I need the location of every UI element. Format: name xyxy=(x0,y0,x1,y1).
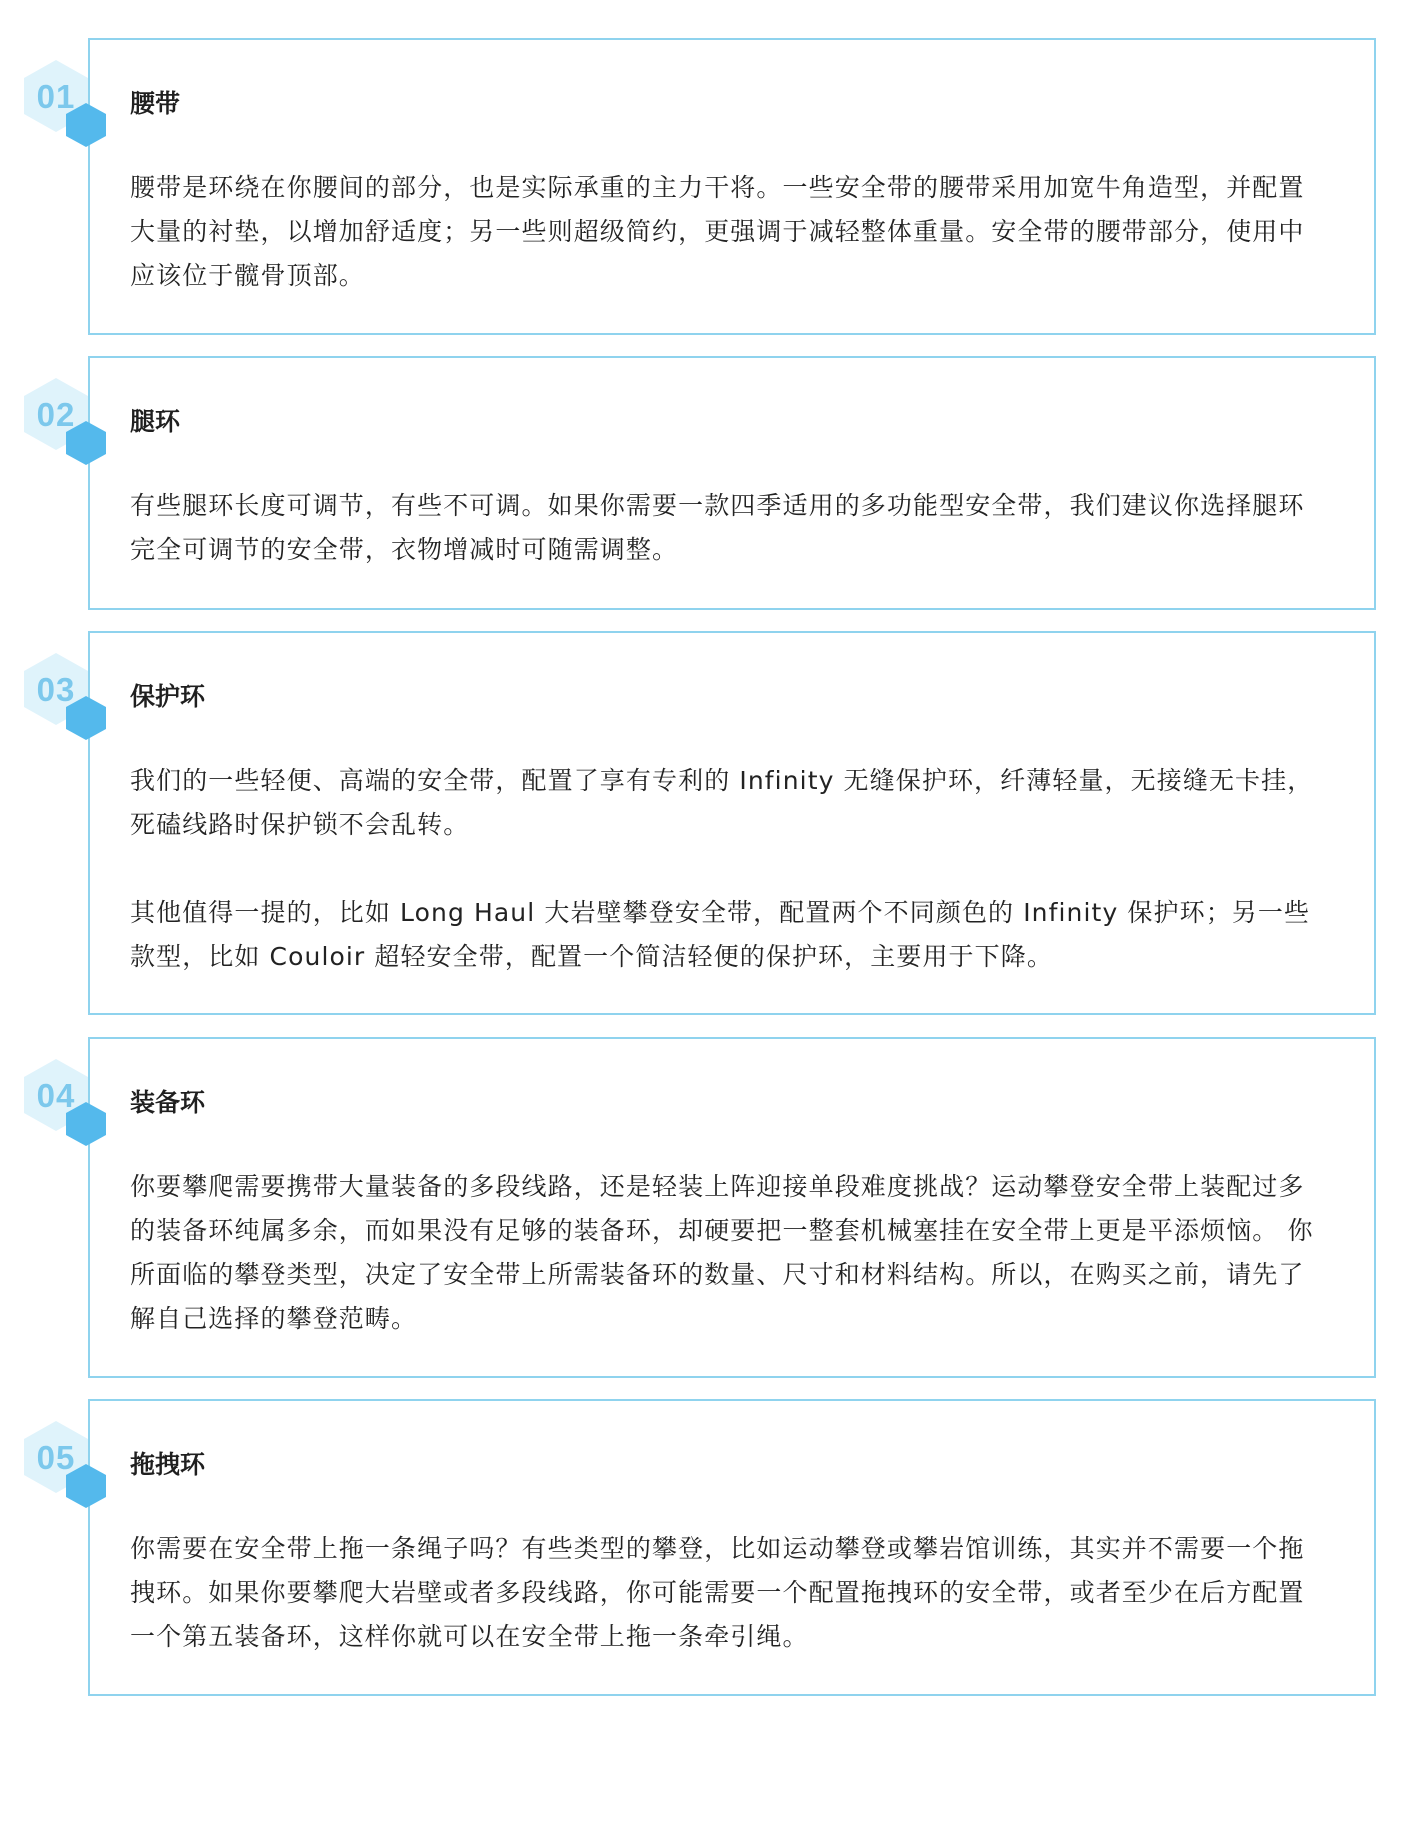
hexagon-number-badge xyxy=(20,1055,112,1147)
section-title: 装备环 xyxy=(130,1088,206,1117)
section-title: 腿环 xyxy=(130,407,181,436)
section-card-03 xyxy=(88,631,1376,1015)
section-paragraph: 其他值得一提的，比如 Long Haul 大岩壁攀登安全带，配置两个不同颜色的 Infinity 保护环；另一些款型，比如 Couloir 超轻安全带，配置一个简洁轻便的保护环，主要用于下降。 xyxy=(130,898,1311,971)
hexagon-number-badge xyxy=(20,649,112,741)
section-title: 拖拽环 xyxy=(130,1450,206,1479)
section-paragraph: 你要攀爬需要携带大量装备的多段线路，还是轻装上阵迎接单段难度挑战？运动攀登安全带上装配过多的装备环纯属多余，而如果没有足够的装备环，却硬要把一整套机械塞挂在安全带上更是平添烦恼。 你所面临的攀登类型，决定了安全带上所需装备环的数量、尺寸和材料结构。所以，在购买之前，请先了解自己选择的攀登范畴。 xyxy=(130,1172,1314,1333)
hexagon-number-badge xyxy=(20,374,112,466)
section-number: 01 xyxy=(36,78,76,115)
hexagon-number-badge xyxy=(20,56,112,148)
section-paragraph: 你需要在安全带上拖一条绳子吗？有些类型的攀登，比如运动攀登或攀岩馆训练，其实并不需要一个拖拽环。如果你要攀爬大岩壁或者多段线路，你可能需要一个配置拖拽环的安全带，或者至少在后方配置一个第五装备环，这样你就可以在安全带上拖一条牵引绳。 xyxy=(130,1534,1305,1651)
section-number: 03 xyxy=(36,671,76,708)
section-paragraph: 我们的一些轻便、高端的安全带，配置了享有专利的 Infinity 无缝保护环，纤薄轻量，无接缝无卡挂，死磕线路时保护锁不会乱转。 xyxy=(130,766,1314,839)
section-title: 腰带 xyxy=(130,89,181,118)
section-paragraph: 有些腿环长度可调节，有些不可调。如果你需要一款四季适用的多功能型安全带，我们建议你选择腿环完全可调节的安全带，衣物增减时可随需调整。 xyxy=(130,491,1305,564)
section-number: 04 xyxy=(36,1077,76,1114)
section-number: 05 xyxy=(36,1439,76,1476)
section-number: 02 xyxy=(36,396,76,433)
section-paragraph: 腰带是环绕在你腰间的部分，也是实际承重的主力干将。一些安全带的腰带采用加宽牛角造型，并配置大量的衬垫，以增加舒适度；另一些则超级简约，更强调于减轻整体重量。安全带的腰带部分，使用中应该位于髋骨顶部。 xyxy=(130,173,1305,290)
section-card-02 xyxy=(88,356,1376,610)
hexagon-number-badge xyxy=(20,1417,112,1509)
section-title: 保护环 xyxy=(130,682,206,711)
section-card-01 xyxy=(88,38,1376,335)
section-card-05 xyxy=(88,1399,1376,1696)
section-card-04 xyxy=(88,1037,1376,1378)
